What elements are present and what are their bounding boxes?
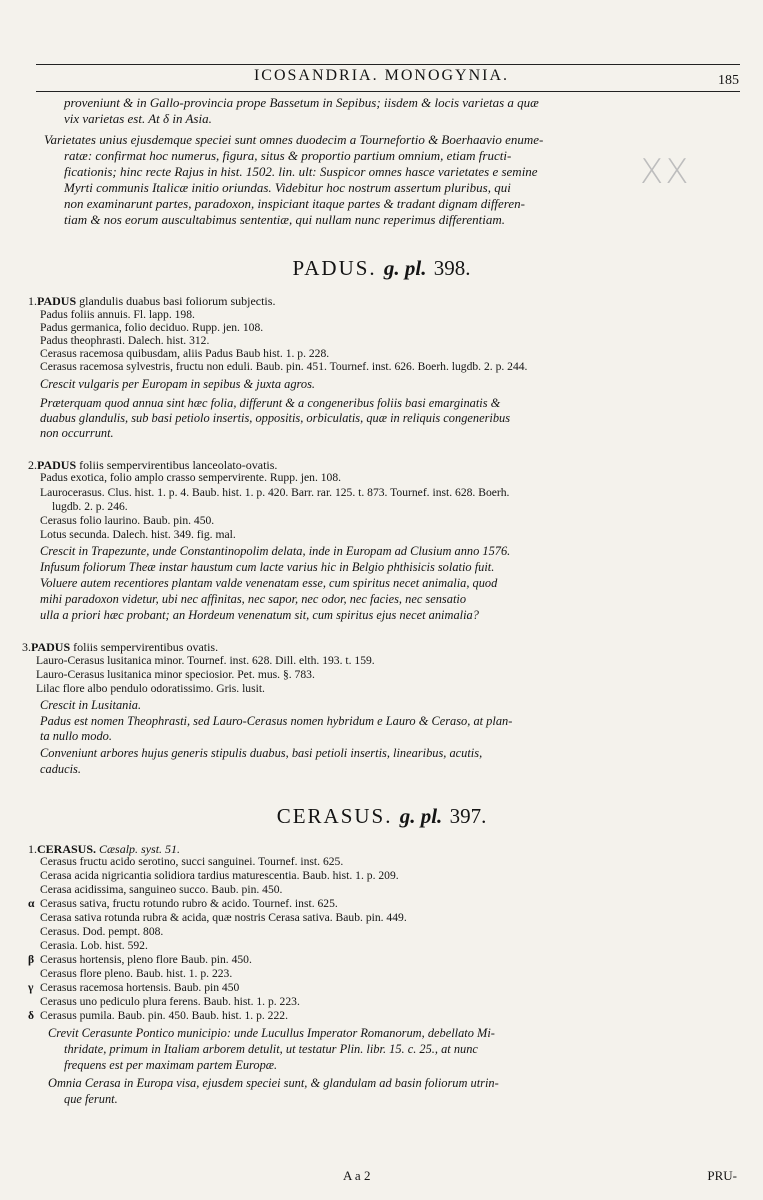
synonym-text: Cerasus. Dod. pempt. 808. [40,925,164,938]
section-title-gpl: g. pl. [399,804,443,828]
synonym-text: Cerasus pumila. Baub. pin. 450. Baub. hist. 1. p. 222. [40,1009,288,1022]
species-number: 1. [28,294,37,308]
note-line: Præterquam quod annua sint hæc folia, differunt & a congeneribus foliis basi emarginatis & [40,396,501,410]
species-genus: PADUS [37,294,77,308]
species-number: 1. [28,842,37,856]
note-line: Voluere autem recentiores plantam valde venenatam esse, cum spiritus necet animalia, quod [40,576,498,590]
note-line: ta nullo modo. [40,729,112,743]
header-rule-top [36,64,740,65]
intro-line: proveniunt & in Gallo-provincia prope Bassetum in Sepibus; iisdem & locis varietas a quæ [64,95,539,110]
synonym-line [28,1010,288,1023]
note-line: caducis. [40,762,81,776]
synonym-line: Padus foliis annuis. Fl. lapp. 198. [40,308,195,321]
catchword: PRU- [707,1168,737,1183]
synonym-text: Cerasus flore pleno. Baub. hist. 1. p. 223. [40,967,233,980]
synonym-line: Cerasus racemosa quibusdam, aliis Padus Baub hist. 1. p. 228. [40,347,330,360]
note-line: thridate, primum in Italiam arborem detulit, ut testatur Plin. libr. 15. c. 25., at nunc [64,1042,478,1056]
intro-line: non examinarunt partes, paradoxon, inspiciant itaque partes & tradant dignam differen- [64,196,525,211]
synonym-line: Cerasus racemosa sylvestris, fructu non eduli. Baub. pin. 451. Tournef. inst. 626. Boerh. lugdb. 2. p. 244. [40,360,528,373]
species-number: 3. [22,640,31,654]
section-title-name: PADUS. [292,256,377,280]
species-description: Cæsalp. syst. 51. [96,842,181,856]
synonym-text: Cerasa acidissima, sanguineo succo. Baub. pin. 450. [40,883,283,896]
variety-marker: δ [28,1009,35,1022]
species-heading [28,294,275,309]
synonym-text: Cerasus sativa, fructu rotundo rubro & acido. Tournef. inst. 625. [40,897,338,910]
synonym-line: lugdb. 2. p. 246. [52,500,128,513]
note-line: Omnia Cerasa in Europa visa, ejusdem speciei sunt, & glandulam ad basin foliorum utrin- [48,1076,499,1090]
synonym-line: Lilac flore albo pendulo odoratissimo. Gris. lusit. [36,682,265,695]
intro-line: tiam & nos eorum auscultabimus sententiæ, qui nullam nunc reperimus differentiam. [64,212,506,227]
synonym-line [28,982,239,995]
species-genus: PADUS [31,640,71,654]
synonym-line [28,940,148,953]
synonym-line [28,926,163,939]
section-title-number: 397. [449,804,487,828]
running-head: ICOSANDRIA. MONOGYNIA. [253,67,510,84]
section-title-name: CERASUS. [276,804,393,828]
intro-line: Varietates unius ejusdemque speciei sunt omnes duodecim a Tournefortio & Boerhaavio enume- [44,132,544,147]
signature-mark: A a 2 [343,1168,371,1183]
synonym-text: Cerasa acida nigricantia solidiora tardius maturescentia. Baub. hist. 1. p. 209. [40,869,399,882]
note-line: Infusum foliorum Theæ instar haustum cum lacte varius hic in Belgio phthisicis solatio fuit. [40,560,495,574]
intro-line: vix varietas est. At δ in Asia. [64,111,212,126]
synonym-line: Laurocerasus. Clus. hist. 1. p. 4. Baub. hist. 1. p. 420. Barr. rar. 125. t. 873. Tournef. inst. 628. Boerh. [40,486,510,499]
section-title-padus [0,256,763,281]
intro-line: Myrti communis Italicæ initio oriundas. Videbitur hoc nostrum assertum pluribus, qui [64,180,511,195]
synonym-line: Lauro-Cerasus lusitanica minor. Tournef. inst. 628. Dill. elth. 193. t. 159. [36,654,375,667]
synonym-text: Cerasus racemosa hortensis. Baub. pin 450 [40,981,240,994]
synonym-line [28,870,399,883]
species-genus: PADUS [37,458,77,472]
note-line: mihi paradoxon videtur, ubi nec affinitas, nec sapor, nec odor, nec facies, nec sensatio [40,592,467,606]
species-description: foliis sempervirentibus lanceolato-ovatis. [76,458,278,472]
synonym-line [28,884,282,897]
note-line: Crescit vulgaris per Europam in sepibus & juxta agros. [40,377,315,391]
synonym-line [28,954,252,967]
species-genus: CERASUS. [37,842,97,856]
intro-line: ficationis; hinc recte Rajus in hist. 1502. lin. ult: Suspicor omnes hasce varietates e semine [64,164,538,179]
synonym-line [28,968,232,981]
note-line: que ferunt. [64,1092,118,1106]
section-title-gpl: g. pl. [383,256,427,280]
note-line: Padus est nomen Theophrasti, sed Lauro-Cerasus nomen hybridum e Lauro & Ceraso, at plan- [40,714,513,728]
note-line: Crescit in Trapezunte, unde Constantinopolim delata, inde in Europam ad Clusium anno 1576. [40,544,511,558]
note-line: ulla a priori hæc probant; an Hordeum venenatum sit, cum spiritus ejus necet animalia? [40,608,479,622]
synonym-text: Cerasus fructu acido serotino, succi sanguinei. Tournef. inst. 625. [40,855,344,868]
variety-marker: β [28,953,35,966]
species-heading [22,640,218,655]
synonym-line: Padus theophrasti. Dalech. hist. 312. [40,334,210,347]
variety-marker: α [28,897,35,910]
synonym-text: Cerasa sativa rotunda rubra & acida, quæ nostris Cerasa sativa. Baub. pin. 449. [40,911,407,924]
synonym-line [28,856,343,869]
header-rule-bottom [36,91,740,92]
synonym-text: Cerasus hortensis, pleno flore Baub. pin. 450. [40,953,252,966]
species-number: 2. [28,458,37,472]
margin-note-xx: XX [640,152,691,192]
page-number: 185 [718,73,739,88]
note-line: non occurrunt. [40,426,114,440]
synonym-text: Cerasia. Lob. hist. 592. [40,939,148,952]
synonym-line: Lotus secunda. Dalech. hist. 349. fig. mal. [40,528,236,541]
intro-line: ratæ: confirmat hoc numerus, figura, situs & proportio partium omnium, etiam fructi- [64,148,512,163]
note-line: Crevit Cerasunte Pontico municipio: unde Lucullus Imperator Romanorum, debellato Mi- [48,1026,495,1040]
species-description: glandulis duabus basi foliorum subjectis. [76,294,276,308]
synonym-line [28,912,407,925]
note-line: Conveniunt arbores hujus generis stipulis duabus, basi petioli insertis, linearibus, acutis, [40,746,483,760]
synonym-line: Padus germanica, folio deciduo. Rupp. jen. 108. [40,321,264,334]
note-line: duabus glandulis, sub basi petiolo insertis, oppositis, orbiculatis, quæ in reliquis congeneribus [40,411,511,425]
synonym-line: Padus exotica, folio amplo crasso sempervirente. Rupp. jen. 108. [40,471,342,484]
note-line: Crescit in Lusitania. [40,698,142,712]
synonym-line [28,898,338,911]
synonym-text: Cerasus uno pediculo plura ferens. Baub. hist. 1. p. 223. [40,995,300,1008]
section-title-cerasus [0,804,763,829]
variety-marker: γ [28,981,34,994]
section-title-number: 398. [433,256,471,280]
note-line: frequens est per maximam partem Europæ. [64,1058,278,1072]
synonym-line: Cerasus folio laurino. Baub. pin. 450. [40,514,215,527]
synonym-line: Lauro-Cerasus lusitanica minor speciosior. Pet. mus. §. 783. [36,668,315,681]
species-description: foliis sempervirentibus ovatis. [70,640,219,654]
synonym-line [28,996,300,1009]
